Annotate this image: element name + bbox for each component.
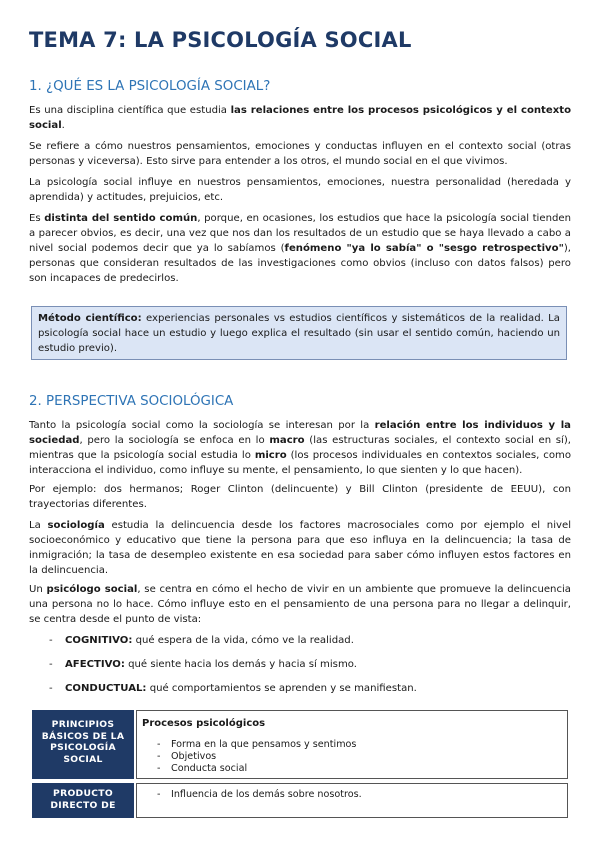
callout-label: Método científico: — [38, 313, 142, 324]
cell-title: Procesos psicológicos — [142, 718, 266, 729]
header-line: DIRECTO DE — [50, 799, 116, 811]
section-2-paragraph-2: Por ejemplo: dos hermanos; Roger Clinton (delincuente) y Bill Clinton (presidente de EEUU), con trayectorias diferentes. — [29, 484, 571, 510]
item-text: Forma en la que pensamos y sentimos — [171, 739, 357, 750]
section-2-paragraph-4 — [29, 582, 571, 627]
list-item — [49, 658, 357, 672]
text: (las estructuras sociales, el contexto social en sí), mientras que la psicología social estudia lo — [29, 435, 571, 461]
principles-table — [32, 710, 568, 818]
section-2-heading: 2. PERSPECTIVA SOCIOLÓGICA — [29, 394, 234, 409]
text: Es una disciplina científica que estudia — [29, 105, 231, 116]
bold-text: las relaciones entre los procesos psicológicos y el contexto social — [29, 105, 572, 131]
header-line: PRODUCTO — [53, 788, 113, 799]
header-line: SOCIAL — [63, 753, 103, 765]
section-1-paragraph-3: La psicología social influye en nuestros pensamientos, emociones, nuestra personalidad (heredada y aprendida) y actitudes, prejuicios, etc. — [29, 177, 571, 203]
table-cell-influence — [136, 783, 568, 818]
item-text: Objetivos — [171, 751, 217, 762]
item-text: Conducta social — [171, 763, 248, 774]
text: Un — [29, 584, 47, 595]
bold-text: fenómeno "ya lo sabía" o "sesgo retrospectivo" — [284, 243, 564, 254]
bold-text: relación entre los individuos y la sociedad — [29, 420, 571, 446]
section-1-paragraph-4 — [29, 211, 571, 286]
bullet-dash: - — [157, 763, 161, 774]
bullet-dash: - — [49, 659, 53, 670]
bullet-text: qué espera de la vida, cómo ve la realidad. — [132, 635, 354, 646]
bullet-dash: - — [157, 789, 161, 800]
text: , se centra en cómo el hecho de vivir en un ambiente que promueve la delincuencia una persona no lo hace. Cómo influye esto en el pensamiento de una persona para no llegar a delinquir, se centra desde el punto de vista: — [29, 584, 571, 625]
list-item — [157, 751, 216, 762]
bullet-label: CONDUCTUAL: — [65, 683, 147, 694]
bullet-label: AFECTIVO: — [65, 659, 125, 670]
bold-text: psicólogo social — [46, 584, 138, 595]
text: (los procesos individuales en contextos sociales, como interacciona el individuo, como influye su mente, el pensamiento, lo que sienten y lo que hacen). — [29, 450, 572, 476]
list-item — [157, 763, 247, 774]
bullet-dash: - — [49, 635, 53, 646]
bold-text: macro — [269, 435, 305, 446]
bold-text: micro — [254, 450, 287, 461]
list-item — [49, 634, 354, 648]
bullet-dash: - — [157, 751, 161, 762]
bold-text: sociología — [47, 520, 105, 531]
callout-text: experiencias personales vs estudios científicos y sistemáticos de la realidad. La psicología social hace un estudio y luego explica el resultado (sin usar el sentido común, haciendo un estudio previo). — [38, 313, 560, 354]
bullet-label: COGNITIVO: — [65, 635, 133, 646]
bullet-dash: - — [157, 739, 161, 750]
list-item — [49, 682, 417, 696]
list-item — [157, 739, 356, 750]
text: La — [29, 520, 48, 531]
text: Es — [29, 213, 45, 224]
item-text: Influencia de los demás sobre nosotros. — [171, 789, 362, 800]
bullet-text: qué comportamientos se aprenden y se manifiestan. — [146, 683, 417, 694]
text: ), personas que consideran resultados de las investigaciones como obvios (incluso con datos falsos) pero son incapaces de predecirlos. — [29, 243, 571, 284]
table-header-product — [32, 783, 134, 818]
text: estudia la delincuencia desde los factores macrosociales como por ejemplo el nivel socioeconómico y educativo que tiene la persona para que eso influya en la delincuencia; la tasa de inmigración; la tasa de desempleo existente en esa sociedad para saber cómo influyen estos factores en la delincuencia. — [29, 520, 571, 576]
section-1-paragraph-2: Se refiere a cómo nuestros pensamientos, emociones y conductas influyen en el contexto social (otras personas y viceversa). Esto sirve para entender a los otros, el mundo social en el que vivimos. — [29, 141, 571, 167]
text: . — [61, 120, 65, 131]
bullet-dash: - — [49, 683, 53, 694]
list-item — [157, 789, 362, 800]
text: Tanto la psicología social como la sociología se interesan por la — [29, 420, 375, 431]
table-header-principles — [32, 710, 134, 779]
section-1-paragraph-1 — [29, 103, 571, 133]
bold-text: distinta del sentido común — [44, 213, 198, 224]
section-2-paragraph-1 — [29, 418, 571, 478]
header-line: PRINCIPIOS — [51, 719, 115, 730]
section-2-paragraph-3 — [29, 518, 571, 578]
text: , porque, en ocasiones, los estudios que hace la psicología social tienden a parecer obvios, es decir, una vez que nos dan los resultados de un estudio que se haya llevado a cabo a nivel social podemos decir que ya lo sabíamos ( — [29, 213, 571, 254]
header-line: PSICOLOGÍA — [50, 742, 116, 753]
header-line: BÁSICOS DE LA — [41, 730, 125, 742]
scientific-method-callout — [31, 306, 567, 360]
text: , pero la sociología se enfoca en lo — [79, 435, 270, 446]
page-title: TEMA 7: LA PSICOLOGÍA SOCIAL — [29, 28, 412, 52]
section-1-heading: 1. ¿QUÉ ES LA PSICOLOGÍA SOCIAL? — [29, 79, 271, 94]
bullet-text: qué siente hacia los demás y hacia sí mismo. — [124, 659, 357, 670]
table-cell-psychological-processes — [136, 710, 568, 779]
